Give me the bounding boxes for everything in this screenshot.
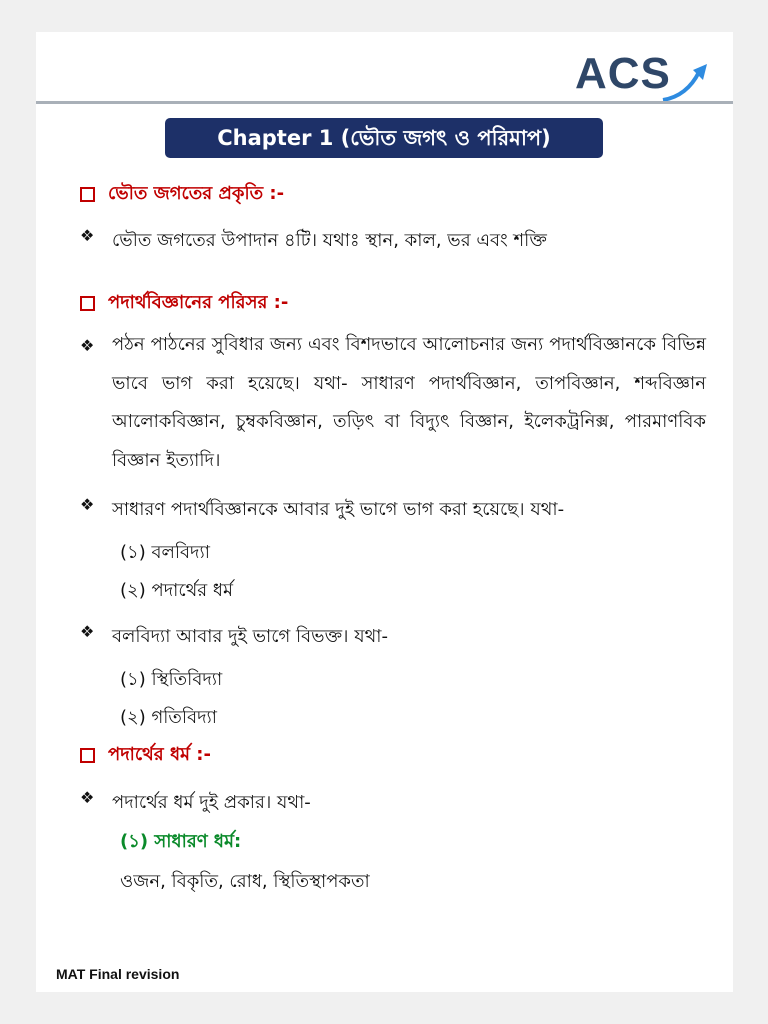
diamond-bullet-icon: ❖ xyxy=(80,226,95,245)
section-heading-1 xyxy=(80,179,284,210)
acs-logo xyxy=(575,50,710,106)
chapter-title: Chapter 1 (ভৌত জগৎ ও পরিমাপ) xyxy=(165,118,603,158)
diamond-bullet-icon: ❖ xyxy=(80,336,95,355)
property-list: ওজন, বিকৃতি, রোধ, স্থিতিস্থাপকতা xyxy=(120,871,370,892)
diamond-bullet-icon: ❖ xyxy=(80,788,95,807)
sub-item: (২) পদার্থের ধর্ম xyxy=(120,580,233,601)
bullet-text: বলবিদ্যা আবার দুই ভাগে বিভক্ত। যথা- xyxy=(112,626,388,647)
section-heading-1-text: ভৌত জগতের প্রকৃতি :- xyxy=(108,183,285,204)
checkbox-square-icon xyxy=(80,748,95,763)
bullet-text: পদার্থের ধর্ম দুই প্রকার। যথা- xyxy=(112,792,311,813)
subheading-green: (১) সাধারণ ধর্ম: xyxy=(120,831,242,852)
checkbox-square-icon xyxy=(80,187,95,202)
logo-text: ACS xyxy=(575,49,671,98)
diamond-bullet-icon: ❖ xyxy=(80,495,95,514)
checkbox-square-icon xyxy=(80,296,95,311)
bullet-paragraph: পঠন পাঠনের সুবিধার জন্য এবং বিশদভাবে আলোচনার জন্য পদার্থবিজ্ঞানকে বিভিন্ন ভাবে ভাগ করা হয়েছে। যথা- সাধারণ পদার্থবিজ্ঞান, তাপবিজ্ঞান, শব্দবিজ্ঞান আলোকবিজ্ঞান, চুম্বকবিজ্ঞান, তড়িৎ বা বিদ্যুৎ বিজ্ঞান, ইলেকট্রনিক্স, পারমাণবিক বিজ্ঞান ইত্যাদি। xyxy=(112,334,706,471)
bullet-text: সাধারণ পদার্থবিজ্ঞানকে আবার দুই ভাগে ভাগ করা হয়েছে। যথা- xyxy=(112,499,565,520)
header-divider xyxy=(36,101,733,104)
sub-item: (১) স্থিতিবিদ্যা xyxy=(120,669,223,690)
arrow-up-icon xyxy=(575,50,710,106)
section-heading-2-text: পদার্থবিজ্ঞানের পরিসর :- xyxy=(108,292,289,313)
sub-item: (২) গতিবিদ্যা xyxy=(120,707,217,728)
sub-item: (১) বলবিদ্যা xyxy=(120,542,210,563)
section-heading-3-text: পদার্থের ধর্ম :- xyxy=(108,744,211,765)
section-heading-2 xyxy=(80,288,288,319)
section-heading-3 xyxy=(80,740,211,771)
diamond-bullet-icon: ❖ xyxy=(80,622,95,641)
bullet-text: ভৌত জগতের উপাদান ৪টি। যথাঃ স্থান, কাল, ভর এবং শক্তি xyxy=(112,230,547,251)
footer-text: MAT Final revision xyxy=(56,966,180,982)
